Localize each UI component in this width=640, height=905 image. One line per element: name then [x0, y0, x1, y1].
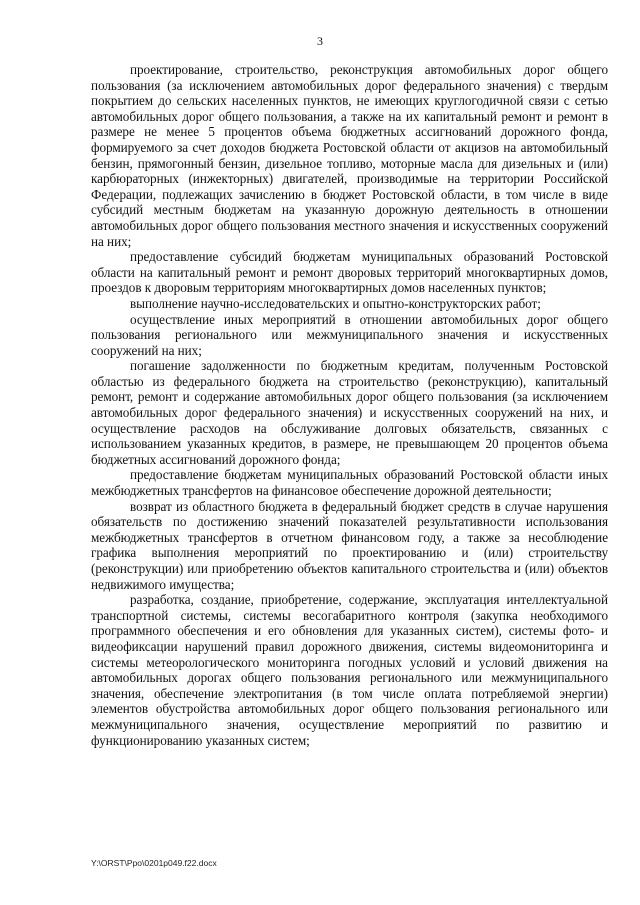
paragraph-funds-return: возврат из областного бюджета в федеральный бюджет средств в случае нарушения обязательств по достижению значений показателей результативности использования межбюджетных трансфертов в отчетном финансовом году, а также за несоблюдение графика выполнения мероприятий по проектированию и (или) строительству (реконструкции) или приобретению объектов капитального строительства и (или) объектов недвижимого имущества;	[91, 498, 608, 592]
paragraph-road-design-construction: проектирование, строительство, реконструкция автомобильных дорог общего пользования (за исключением автомобильных дорог федерального значения) с твердым покрытием до сельских населенных пунктов, не имеющих круглогодичной связи с сетью автомобильных дорог общего пользования, а также на их капитальный ремонт и ремонт в размере не менее 5 процентов объема бюджетных ассигнований дорожного фонда, формируемого за счет доходов бюджета Ростовской области от акцизов на автомобильный бензин, прямогонный бензин, дизельное топливо, моторные масла для дизельных и (или) карбюраторных (инжекторных) двигателей, производимые на территории Российской Федерации, подлежащих зачислению в бюджет Ростовской области, в том числе в виде субсидий местным бюджетам на указанную дорожную деятельность в отношении автомобильных дорог общего пользования местного значения и искусственных сооружений на них;	[91, 62, 608, 249]
page-number: 3	[317, 34, 323, 48]
paragraph-loan-repayment: погашение задолженности по бюджетным кредитам, полученным Ростовской областью из федерального бюджета на строительство (реконструкцию), капитальный ремонт, ремонт и содержание автомобильных дорог общего пользования (за исключением автомобильных дорог федерального значения) и искусственных сооружений на них, и осуществление расходов на обслуживание долговых обязательств, связанных с использованием указанных кредитов, в размере, не превышающем 20 процентов объема бюджетных ассигнований дорожного фонда;	[91, 358, 608, 467]
footer-file-path: Y:\ORST\Ppo\0201p049.f22.docx	[91, 858, 217, 868]
paragraph-interbudget-transfers: предоставление бюджетам муниципальных образований Ростовской области иных межбюджетных трансфертов на финансовое обеспечение дорожной деятельности;	[91, 467, 608, 499]
paragraph-research-works: выполнение научно-исследовательских и опытно-конструкторских работ;	[130, 295, 541, 311]
paragraph-courtyard-subsidies: предоставление субсидий бюджетам муниципальных образований Ростовской области на капитальный ремонт и ремонт дворовых территорий многоквартирных домов, проездов к дворовым территориям многоквартирных домов населенных пунктов;	[91, 249, 608, 296]
document-body	[91, 62, 608, 748]
paragraph-other-measures: осуществление иных мероприятий в отношении автомобильных дорог общего пользования регионального или межмуниципального значения и искусственных сооружений на них;	[91, 311, 608, 358]
paragraph-intelligent-transport-system: разработка, создание, приобретение, содержание, эксплуатация интеллектуальной транспортной системы, системы весогабаритного контроля (закупка необходимого программного обеспечения и его обновления для указанных систем), системы фото- и видеофиксации нарушений правил дорожного движения, системы видеомониторинга и системы метеорологического мониторинга погодных условий и условий движения на автомобильных дорогах общего пользования регионального или межмуниципального значения, обеспечение электропитания (в том числе оплата потребляемой энергии) элементов обустройства автомобильных дорог общего пользования регионального или межмуниципального значения, осуществление мероприятий по развитию и функционированию указанных систем;	[91, 592, 608, 748]
